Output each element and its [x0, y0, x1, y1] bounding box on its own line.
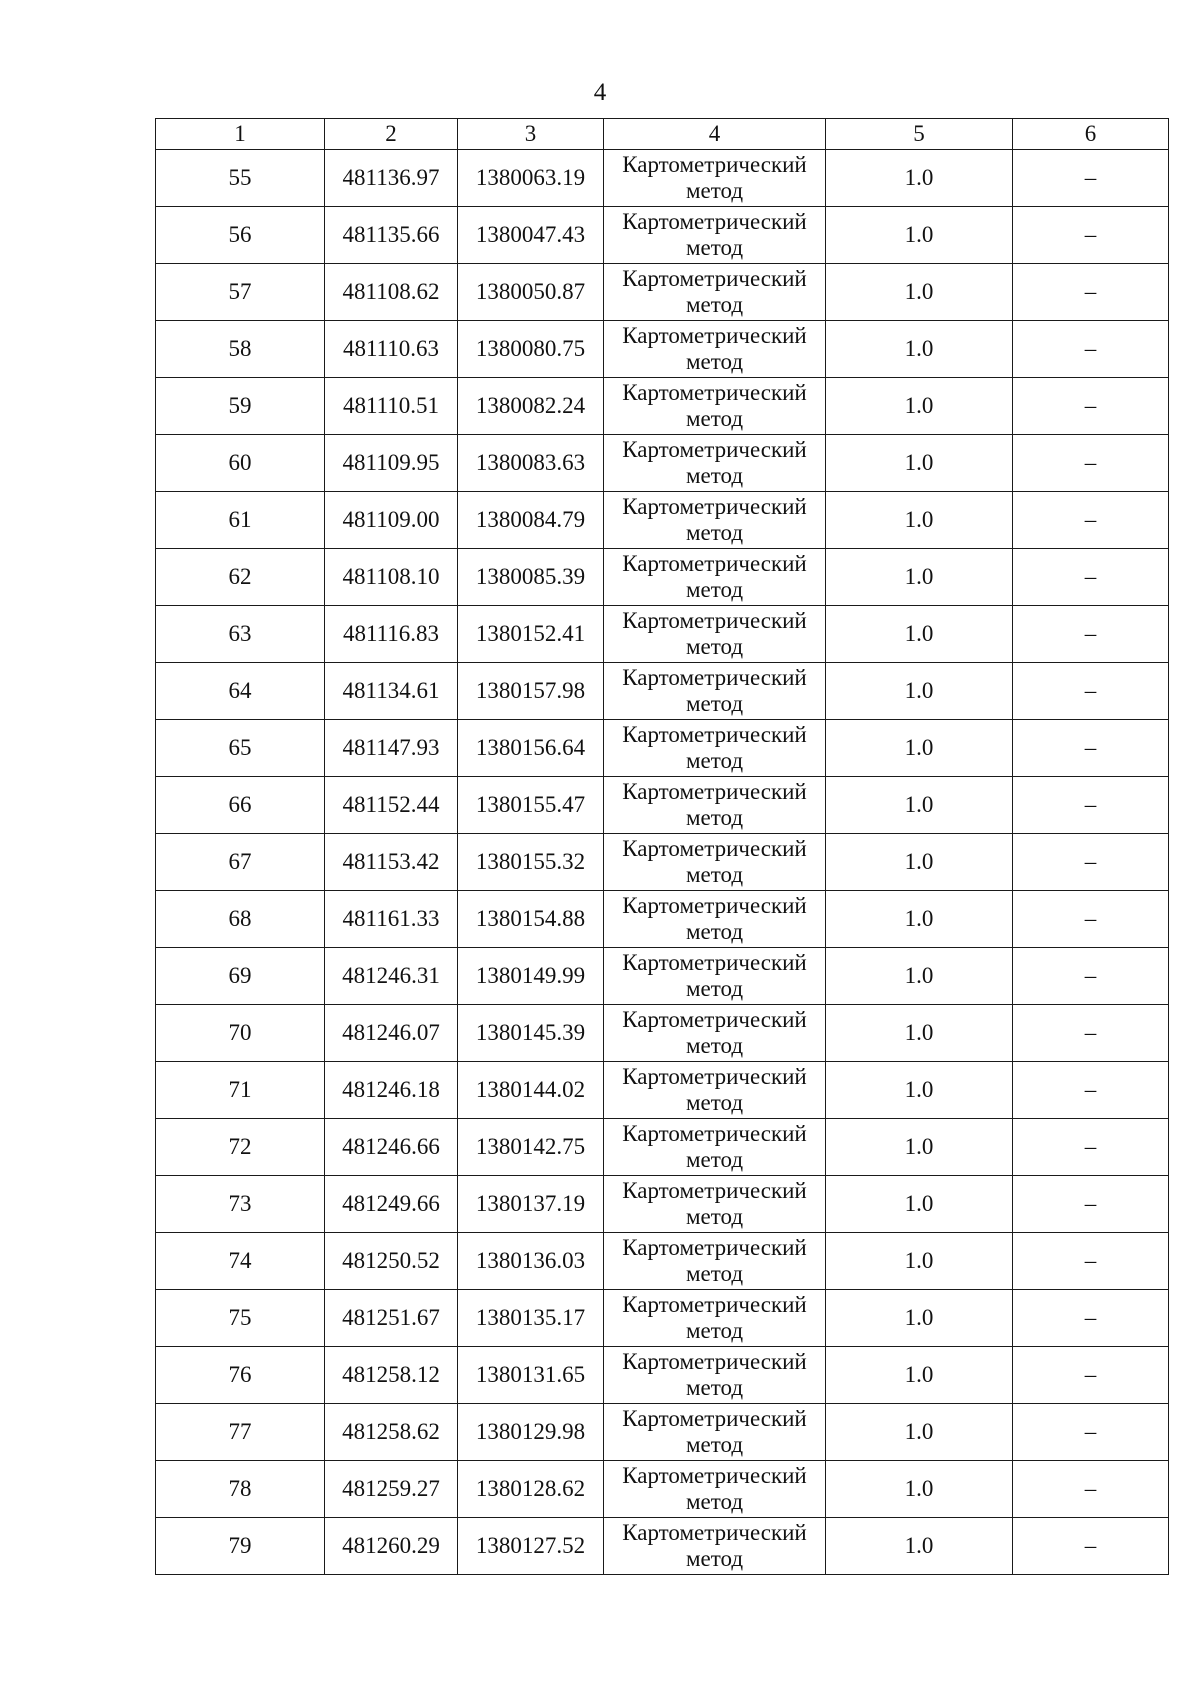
- method-cell: [604, 606, 826, 663]
- y-coordinate-cell: 1380080.75: [458, 321, 604, 378]
- method-line-1: Картометрический: [622, 1292, 807, 1317]
- table-row: [156, 777, 1169, 834]
- table-row: [156, 150, 1169, 207]
- precision-cell: 1.0: [826, 1347, 1013, 1404]
- method-line-2: метод: [685, 976, 744, 1001]
- x-coordinate-cell: 481108.10: [325, 549, 458, 606]
- precision-cell: 1.0: [826, 207, 1013, 264]
- method-line-2: метод: [685, 1546, 744, 1571]
- method-cell: [604, 777, 826, 834]
- method-line-2: метод: [685, 235, 744, 260]
- description-cell: –: [1013, 834, 1169, 891]
- point-number-cell: 66: [156, 777, 325, 834]
- point-number-cell: 76: [156, 1347, 325, 1404]
- point-number-cell: 70: [156, 1005, 325, 1062]
- method-cell: [604, 1404, 826, 1461]
- table-row: [156, 264, 1169, 321]
- table-row: [156, 1518, 1169, 1575]
- method-line-2: метод: [685, 805, 744, 830]
- description-cell: –: [1013, 435, 1169, 492]
- point-number-cell: 78: [156, 1461, 325, 1518]
- y-coordinate-cell: 1380155.47: [458, 777, 604, 834]
- column-header: 6: [1013, 119, 1169, 150]
- description-cell: –: [1013, 1290, 1169, 1347]
- method-cell: [604, 378, 826, 435]
- column-header: 4: [604, 119, 826, 150]
- method-cell: [604, 1347, 826, 1404]
- description-cell: –: [1013, 1404, 1169, 1461]
- x-coordinate-cell: 481246.18: [325, 1062, 458, 1119]
- method-cell: [604, 1062, 826, 1119]
- method-line-1: Картометрический: [622, 551, 807, 576]
- method-cell: [604, 1461, 826, 1518]
- description-cell: –: [1013, 1518, 1169, 1575]
- table-row: [156, 834, 1169, 891]
- method-line-1: Картометрический: [622, 437, 807, 462]
- table-row: [156, 321, 1169, 378]
- y-coordinate-cell: 1380084.79: [458, 492, 604, 549]
- method-line-1: Картометрический: [622, 494, 807, 519]
- description-cell: –: [1013, 1062, 1169, 1119]
- y-coordinate-cell: 1380145.39: [458, 1005, 604, 1062]
- x-coordinate-cell: 481249.66: [325, 1176, 458, 1233]
- method-cell: [604, 549, 826, 606]
- precision-cell: 1.0: [826, 1290, 1013, 1347]
- method-line-1: Картометрический: [622, 380, 807, 405]
- method-line-2: метод: [685, 292, 744, 317]
- x-coordinate-cell: 481258.12: [325, 1347, 458, 1404]
- description-cell: –: [1013, 1347, 1169, 1404]
- method-line-1: Картометрический: [622, 836, 807, 861]
- method-line-1: Картометрический: [622, 1178, 807, 1203]
- description-cell: –: [1013, 720, 1169, 777]
- y-coordinate-cell: 1380050.87: [458, 264, 604, 321]
- table-row: [156, 720, 1169, 777]
- y-coordinate-cell: 1380155.32: [458, 834, 604, 891]
- x-coordinate-cell: 481135.66: [325, 207, 458, 264]
- table-row: [156, 435, 1169, 492]
- table-row: [156, 1062, 1169, 1119]
- table-row: [156, 549, 1169, 606]
- x-coordinate-cell: 481108.62: [325, 264, 458, 321]
- method-line-1: Картометрический: [622, 152, 807, 177]
- point-number-cell: 63: [156, 606, 325, 663]
- method-line-2: метод: [685, 1432, 744, 1457]
- method-cell: [604, 207, 826, 264]
- point-number-cell: 56: [156, 207, 325, 264]
- y-coordinate-cell: 1380154.88: [458, 891, 604, 948]
- point-number-cell: 61: [156, 492, 325, 549]
- method-line-1: Картометрический: [622, 1007, 807, 1032]
- table-row: [156, 492, 1169, 549]
- x-coordinate-cell: 481109.95: [325, 435, 458, 492]
- x-coordinate-cell: 481110.51: [325, 378, 458, 435]
- description-cell: –: [1013, 492, 1169, 549]
- precision-cell: 1.0: [826, 150, 1013, 207]
- point-number-cell: 64: [156, 663, 325, 720]
- method-line-1: Картометрический: [622, 209, 807, 234]
- y-coordinate-cell: 1380156.64: [458, 720, 604, 777]
- precision-cell: 1.0: [826, 264, 1013, 321]
- method-line-2: метод: [685, 178, 744, 203]
- point-number-cell: 65: [156, 720, 325, 777]
- method-line-2: метод: [685, 748, 744, 773]
- method-line-2: метод: [685, 862, 744, 887]
- table-row: [156, 1347, 1169, 1404]
- table-row: [156, 1005, 1169, 1062]
- precision-cell: 1.0: [826, 663, 1013, 720]
- method-line-1: Картометрический: [622, 722, 807, 747]
- method-cell: [604, 321, 826, 378]
- method-cell: [604, 1005, 826, 1062]
- method-line-2: метод: [685, 634, 744, 659]
- x-coordinate-cell: 481110.63: [325, 321, 458, 378]
- page-number: 4: [593, 79, 607, 106]
- method-line-2: метод: [685, 1147, 744, 1172]
- x-coordinate-cell: 481153.42: [325, 834, 458, 891]
- x-coordinate-cell: 481246.07: [325, 1005, 458, 1062]
- method-line-2: метод: [685, 1489, 744, 1514]
- y-coordinate-cell: 1380082.24: [458, 378, 604, 435]
- y-coordinate-cell: 1380142.75: [458, 1119, 604, 1176]
- y-coordinate-cell: 1380137.19: [458, 1176, 604, 1233]
- method-line-1: Картометрический: [622, 1121, 807, 1146]
- y-coordinate-cell: 1380083.63: [458, 435, 604, 492]
- method-cell: [604, 834, 826, 891]
- table-row: [156, 1233, 1169, 1290]
- description-cell: –: [1013, 1233, 1169, 1290]
- x-coordinate-cell: 481246.31: [325, 948, 458, 1005]
- method-line-1: Картометрический: [622, 266, 807, 291]
- x-coordinate-cell: 481147.93: [325, 720, 458, 777]
- point-number-cell: 55: [156, 150, 325, 207]
- method-line-2: метод: [685, 691, 744, 716]
- method-cell: [604, 150, 826, 207]
- precision-cell: 1.0: [826, 777, 1013, 834]
- precision-cell: 1.0: [826, 1062, 1013, 1119]
- y-coordinate-cell: 1380144.02: [458, 1062, 604, 1119]
- method-line-2: метод: [685, 463, 744, 488]
- y-coordinate-cell: 1380136.03: [458, 1233, 604, 1290]
- coordinates-table: [155, 118, 1169, 1575]
- method-cell: [604, 720, 826, 777]
- method-line-1: Картометрический: [622, 1406, 807, 1431]
- y-coordinate-cell: 1380129.98: [458, 1404, 604, 1461]
- method-line-1: Картометрический: [622, 1064, 807, 1089]
- precision-cell: 1.0: [826, 1005, 1013, 1062]
- method-line-2: метод: [685, 1318, 744, 1343]
- precision-cell: 1.0: [826, 435, 1013, 492]
- description-cell: –: [1013, 1119, 1169, 1176]
- point-number-cell: 71: [156, 1062, 325, 1119]
- table-row: [156, 1119, 1169, 1176]
- table-row: [156, 891, 1169, 948]
- point-number-cell: 69: [156, 948, 325, 1005]
- method-cell: [604, 1233, 826, 1290]
- method-line-1: Картометрический: [622, 323, 807, 348]
- description-cell: –: [1013, 150, 1169, 207]
- y-coordinate-cell: 1380063.19: [458, 150, 604, 207]
- point-number-cell: 72: [156, 1119, 325, 1176]
- description-cell: –: [1013, 891, 1169, 948]
- method-line-2: метод: [685, 1375, 744, 1400]
- description-cell: –: [1013, 378, 1169, 435]
- precision-cell: 1.0: [826, 321, 1013, 378]
- point-number-cell: 74: [156, 1233, 325, 1290]
- precision-cell: 1.0: [826, 891, 1013, 948]
- column-header: 5: [826, 119, 1013, 150]
- precision-cell: 1.0: [826, 1119, 1013, 1176]
- precision-cell: 1.0: [826, 948, 1013, 1005]
- method-line-1: Картометрический: [622, 779, 807, 804]
- point-number-cell: 67: [156, 834, 325, 891]
- y-coordinate-cell: 1380152.41: [458, 606, 604, 663]
- method-cell: [604, 1518, 826, 1575]
- point-number-cell: 73: [156, 1176, 325, 1233]
- x-coordinate-cell: 481246.66: [325, 1119, 458, 1176]
- point-number-cell: 62: [156, 549, 325, 606]
- table-row: [156, 1461, 1169, 1518]
- method-line-2: метод: [685, 1090, 744, 1115]
- x-coordinate-cell: 481161.33: [325, 891, 458, 948]
- method-line-2: метод: [685, 520, 744, 545]
- method-cell: [604, 663, 826, 720]
- x-coordinate-cell: 481152.44: [325, 777, 458, 834]
- y-coordinate-cell: 1380128.62: [458, 1461, 604, 1518]
- precision-cell: 1.0: [826, 1233, 1013, 1290]
- method-cell: [604, 1290, 826, 1347]
- method-cell: [604, 1119, 826, 1176]
- x-coordinate-cell: 481251.67: [325, 1290, 458, 1347]
- method-line-2: метод: [685, 919, 744, 944]
- point-number-cell: 77: [156, 1404, 325, 1461]
- precision-cell: 1.0: [826, 1518, 1013, 1575]
- point-number-cell: 68: [156, 891, 325, 948]
- description-cell: –: [1013, 606, 1169, 663]
- table-body: [156, 119, 1169, 1575]
- y-coordinate-cell: 1380085.39: [458, 549, 604, 606]
- y-coordinate-cell: 1380157.98: [458, 663, 604, 720]
- description-cell: –: [1013, 549, 1169, 606]
- precision-cell: 1.0: [826, 720, 1013, 777]
- method-cell: [604, 492, 826, 549]
- precision-cell: 1.0: [826, 606, 1013, 663]
- y-coordinate-cell: 1380149.99: [458, 948, 604, 1005]
- y-coordinate-cell: 1380047.43: [458, 207, 604, 264]
- description-cell: –: [1013, 207, 1169, 264]
- description-cell: –: [1013, 264, 1169, 321]
- precision-cell: 1.0: [826, 549, 1013, 606]
- description-cell: –: [1013, 321, 1169, 378]
- precision-cell: 1.0: [826, 378, 1013, 435]
- table-row: [156, 1290, 1169, 1347]
- header-row: [156, 119, 1169, 150]
- method-line-1: Картометрический: [622, 665, 807, 690]
- method-line-2: метод: [685, 1033, 744, 1058]
- precision-cell: 1.0: [826, 1176, 1013, 1233]
- method-line-1: Картометрический: [622, 1463, 807, 1488]
- method-line-1: Картометрический: [622, 950, 807, 975]
- column-header: 3: [458, 119, 604, 150]
- precision-cell: 1.0: [826, 492, 1013, 549]
- method-line-1: Картометрический: [622, 1235, 807, 1260]
- method-line-1: Картометрический: [622, 1520, 807, 1545]
- point-number-cell: 60: [156, 435, 325, 492]
- x-coordinate-cell: 481109.00: [325, 492, 458, 549]
- method-line-1: Картометрический: [622, 893, 807, 918]
- table-row: [156, 948, 1169, 1005]
- x-coordinate-cell: 481258.62: [325, 1404, 458, 1461]
- point-number-cell: 79: [156, 1518, 325, 1575]
- method-line-2: метод: [685, 1261, 744, 1286]
- description-cell: –: [1013, 1005, 1169, 1062]
- x-coordinate-cell: 481136.97: [325, 150, 458, 207]
- column-header: 1: [156, 119, 325, 150]
- table-row: [156, 663, 1169, 720]
- point-number-cell: 58: [156, 321, 325, 378]
- method-line-2: метод: [685, 349, 744, 374]
- method-cell: [604, 948, 826, 1005]
- description-cell: –: [1013, 777, 1169, 834]
- point-number-cell: 59: [156, 378, 325, 435]
- description-cell: –: [1013, 948, 1169, 1005]
- description-cell: –: [1013, 1176, 1169, 1233]
- y-coordinate-cell: 1380131.65: [458, 1347, 604, 1404]
- method-line-1: Картометрический: [622, 1349, 807, 1374]
- x-coordinate-cell: 481116.83: [325, 606, 458, 663]
- table-row: [156, 378, 1169, 435]
- precision-cell: 1.0: [826, 834, 1013, 891]
- method-line-2: метод: [685, 1204, 744, 1229]
- y-coordinate-cell: 1380127.52: [458, 1518, 604, 1575]
- precision-cell: 1.0: [826, 1461, 1013, 1518]
- description-cell: –: [1013, 1461, 1169, 1518]
- point-number-cell: 75: [156, 1290, 325, 1347]
- x-coordinate-cell: 481134.61: [325, 663, 458, 720]
- table-row: [156, 1404, 1169, 1461]
- x-coordinate-cell: 481260.29: [325, 1518, 458, 1575]
- y-coordinate-cell: 1380135.17: [458, 1290, 604, 1347]
- method-cell: [604, 435, 826, 492]
- method-cell: [604, 891, 826, 948]
- x-coordinate-cell: 481250.52: [325, 1233, 458, 1290]
- method-line-2: метод: [685, 406, 744, 431]
- description-cell: –: [1013, 663, 1169, 720]
- method-cell: [604, 264, 826, 321]
- column-header: 2: [325, 119, 458, 150]
- table-row: [156, 207, 1169, 264]
- precision-cell: 1.0: [826, 1404, 1013, 1461]
- method-line-1: Картометрический: [622, 608, 807, 633]
- table-row: [156, 606, 1169, 663]
- method-line-2: метод: [685, 577, 744, 602]
- method-cell: [604, 1176, 826, 1233]
- table-row: [156, 1176, 1169, 1233]
- point-number-cell: 57: [156, 264, 325, 321]
- x-coordinate-cell: 481259.27: [325, 1461, 458, 1518]
